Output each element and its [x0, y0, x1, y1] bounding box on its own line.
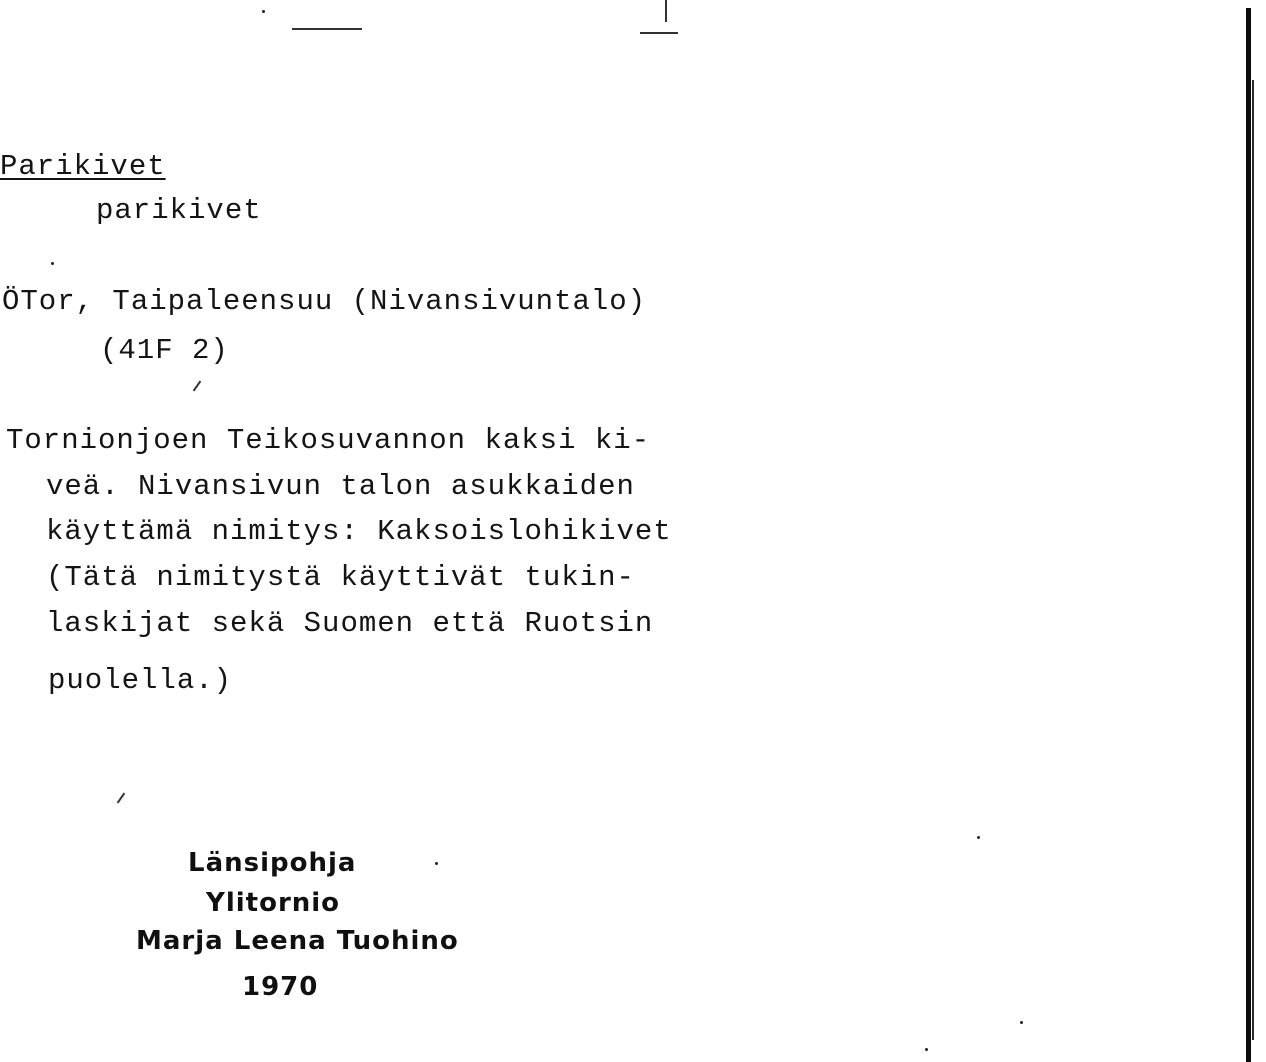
pen-mark-2 [117, 793, 126, 804]
description-line-6: puolella.) [48, 664, 233, 697]
location-line-2: (41F 2) [100, 334, 229, 367]
description-line-5: laskijat sekä Suomen että Ruotsin [46, 607, 654, 640]
stamp-parish: Ylitornio [206, 888, 341, 918]
speck [262, 10, 265, 13]
pronunciation: parikivet [96, 194, 262, 227]
headword: Parikivet [0, 150, 166, 183]
right-edge-line [1246, 8, 1251, 1062]
description-line-3: käyttämä nimitys: Kaksoislohikivet [46, 515, 672, 548]
top-tick-mark [665, 0, 667, 22]
location-line-1: ÖTor, Taipaleensuu (Nivansivuntalo) [2, 285, 647, 318]
speck [977, 836, 980, 839]
description-line-2: veä. Nivansivun talon asukkaiden [46, 470, 635, 503]
description-line-4: (Tätä nimitystä käyttivät tukin- [46, 561, 635, 594]
pen-mark [193, 381, 202, 392]
stamp-collector: Marja Leena Tuohino [136, 926, 459, 956]
stamp-year: 1970 [242, 972, 319, 1002]
speck [51, 262, 54, 265]
description-line-1: Tornionjoen Teikosuvannon kaksi ki- [6, 424, 651, 457]
right-edge-line-thin [1252, 80, 1254, 1040]
top-dash-mark [292, 28, 362, 30]
speck [1020, 1021, 1023, 1024]
top-dash-mark-right [640, 32, 678, 34]
speck [925, 1048, 928, 1051]
stamp-region: Länsipohja [188, 848, 357, 878]
speck [435, 862, 438, 865]
